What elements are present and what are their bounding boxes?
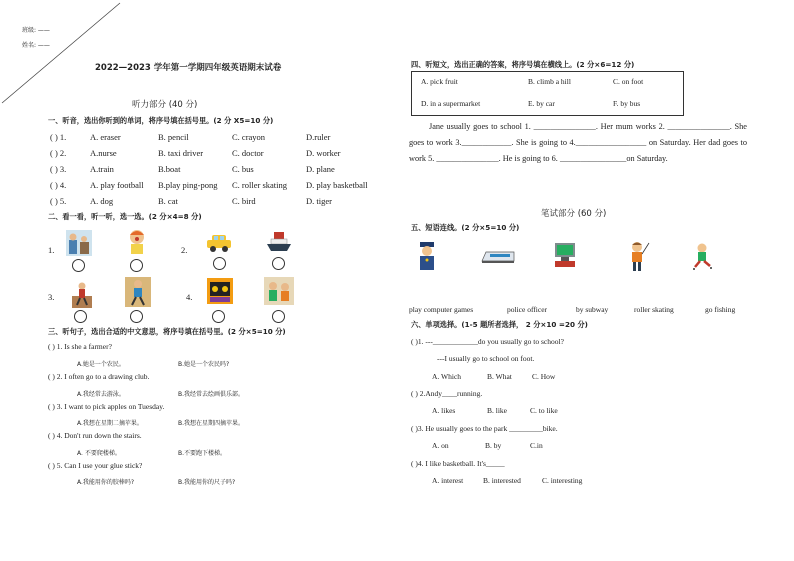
s1-row1-opt-d: D.ruler [306, 132, 331, 142]
s5-phrase-3: by subway [576, 305, 609, 314]
cinema-picture-icon [207, 278, 233, 304]
listening-title: 听力部分 (40 分) [132, 100, 198, 110]
s1-row5-opt-c: C. bird [232, 196, 256, 206]
section1-heading: 一、听音，选出你听到的单词，将序号填在括号里。(2 分 X5=10 分) [48, 116, 274, 125]
s3-q4-b: B.不要跑下楼梯。 [178, 450, 227, 457]
section4-heading: 四、听短文，选出正确的答案，将序号填在横线上。(2 分×6=12 分) [411, 60, 635, 69]
s6-q1-opt-a: A. Which [432, 372, 462, 381]
s1-row2-num: ( ) 2. [50, 148, 67, 158]
s6-q3-opt-a: A. on [432, 441, 449, 450]
s6-q4-opt-c: C. interesting [542, 476, 583, 485]
s2-answer-circle-4[interactable] [272, 257, 285, 270]
s3-q5: ( ) 5. Can I use your glue stick? [48, 461, 143, 470]
s3-q1-a: A.她是一个农民。 [77, 361, 125, 368]
s6-q4-opt-a: A. interest [432, 476, 464, 485]
running-picture-icon [125, 277, 151, 307]
s1-row1-opt-a: A. eraser [90, 132, 121, 142]
s3-q3-b: B.我想在星期四摘苹果。 [178, 420, 245, 427]
s2-answer-circle-5[interactable] [74, 310, 87, 323]
s3-q4: ( ) 4. Don't run down the stairs. [48, 431, 142, 440]
s6-q4: ( )4. I like basketball. It's_____ [411, 459, 505, 468]
s4-opt-f: F. by bus [613, 99, 641, 108]
s3-q5-b: B.我能用你的尺子吗? [178, 479, 236, 486]
s6-q1-opt-b: B. What [487, 372, 512, 381]
s1-row1-num: ( ) 1. [50, 132, 67, 142]
s1-row3-opt-d: D. plane [306, 164, 335, 174]
s2-answer-circle-1[interactable] [72, 259, 85, 272]
ship-picture-icon [265, 230, 293, 254]
climbing-picture-icon [70, 280, 94, 308]
s1-row2-opt-d: D. worker [306, 148, 341, 158]
s4-opt-d: D. in a supermarket [421, 99, 481, 108]
s6-q3-opt-c: C.in [530, 441, 543, 450]
s1-row2-opt-b: B. taxi driver [158, 148, 204, 158]
corner-diagonal-line [0, 0, 125, 105]
s3-q2: ( ) 2. I often go to a drawing club. [48, 372, 150, 381]
s6-q2-opt-c: C. to like [530, 406, 558, 415]
s3-q1: ( ) 1. Is she a farmer? [48, 342, 112, 351]
s6-q2: ( ) 2.Andy____running. [411, 389, 483, 398]
s6-q3-opt-b: B. by [485, 441, 502, 450]
s3-q2-b: B.我经常去绘画俱乐部。 [178, 391, 245, 398]
s3-q3: ( ) 3. I want to pick apples on Tuesday. [48, 402, 165, 411]
s1-row4-num: ( ) 4. [50, 180, 67, 190]
s2-label-1: 1. [48, 245, 55, 255]
police-officer-picture-icon [416, 241, 438, 271]
s1-row4-opt-c: C. roller skating [232, 180, 288, 190]
s6-q1-line2: ---I usually go to school on foot. [437, 354, 535, 363]
s1-row4-opt-d: D. play basketball [306, 180, 368, 190]
s1-row1-opt-b: B. pencil [158, 132, 189, 142]
s3-q4-a: A. 不要爬楼梯。 [77, 450, 121, 457]
s1-row2-opt-c: C. doctor [232, 148, 264, 158]
s2-label-4: 4. [186, 292, 193, 302]
s2-answer-circle-6[interactable] [130, 310, 143, 323]
s2-label-2: 2. [181, 245, 188, 255]
s5-phrase-1: play computer games [409, 305, 474, 314]
s4-opt-b: B. climb a hill [528, 77, 571, 86]
fishing-picture-icon [628, 240, 650, 272]
roller-skating-picture-icon [690, 242, 714, 270]
s2-answer-circle-2[interactable] [130, 259, 143, 272]
s1-row3-opt-c: C. bus [232, 164, 254, 174]
s1-row4-opt-b: B.play ping-pong [158, 180, 218, 190]
s3-q2-a: A.我经常去游泳。 [77, 391, 125, 398]
s2-answer-circle-8[interactable] [272, 310, 285, 323]
s1-row3-opt-a: A.train [90, 164, 114, 174]
s5-phrase-2: police officer [507, 305, 548, 314]
section6-heading: 六、单项选择。(1-5 题所者选择， 2 分×10 =20 分) [411, 320, 588, 329]
s1-row3-num: ( ) 3. [50, 164, 67, 174]
s1-row5-opt-b: B. cat [158, 196, 178, 206]
s4-opt-e: E. by car [528, 99, 555, 108]
s1-row5-num: ( ) 5. [50, 196, 67, 206]
s6-q2-opt-b: B. like [487, 406, 507, 415]
page-title: 2022—2023 学年第一学期四年级英语期末试卷 [95, 63, 282, 73]
s1-row5-opt-a: A. dog [90, 196, 114, 206]
s1-row2-opt-a: A.nurse [90, 148, 117, 158]
s6-q1: ( )1. ---____________do you usually go to school? [411, 337, 564, 346]
taxi-picture-icon [205, 233, 233, 253]
s5-phrase-5: go fishing [705, 305, 736, 314]
s3-q1-b: B.她是一个农民吗? [178, 361, 230, 368]
s1-row3-opt-b: B.boat [158, 164, 181, 174]
s6-q3: ( )3. He usually goes to the park _________bike. [411, 424, 558, 433]
subway-picture-icon [480, 249, 516, 265]
s4-opt-a: A. pick fruit [421, 77, 458, 86]
boy-picture-icon [126, 228, 148, 256]
nurse-picture-icon [66, 230, 92, 256]
s3-q5-a: A.我能用你的胶棒吗? [77, 479, 135, 486]
writing-title: 笔试部分 (60 分) [541, 209, 607, 219]
section3-heading: 三、听句子，选出合适的中文意思，将序号填在括号里。(2 分×5=10 分) [48, 327, 286, 336]
s6-q2-opt-a: A. likes [432, 406, 456, 415]
s1-row5-opt-d: D. tiger [306, 196, 332, 206]
classroom-picture-icon [264, 277, 294, 305]
section4-passage: Jane usually goes to school 1. _______________. Her mum works 2. _______________. She goes to work 3.____________. She is going to 4._________________ on Saturday. Her dad goes to work 5. _______________. He is going to 6. ________________on Saturday. [409, 122, 747, 164]
s2-answer-circle-3[interactable] [213, 257, 226, 270]
section5-heading: 五、短语连线。(2 分×5=10 分) [411, 223, 520, 232]
s2-label-3: 3. [48, 292, 55, 302]
s5-phrase-4: roller skating [634, 305, 674, 314]
section2-heading: 二、看一看，听一听，选一选。(2 分×4=8 分) [48, 212, 202, 221]
s1-row4-opt-a: A. play football [90, 180, 144, 190]
s6-q4-opt-b: B. interested [483, 476, 521, 485]
s1-row1-opt-c: C. crayon [232, 132, 266, 142]
s3-q3-a: A.我想在星期二摘苹果。 [77, 420, 143, 427]
s4-opt-c: C. on foot [613, 77, 644, 86]
class-label: 班级: —— [22, 27, 50, 34]
s2-answer-circle-7[interactable] [212, 310, 225, 323]
s6-q1-opt-c: C. How [532, 372, 556, 381]
computer-picture-icon [553, 241, 577, 269]
name-label: 姓名: —— [22, 42, 50, 49]
